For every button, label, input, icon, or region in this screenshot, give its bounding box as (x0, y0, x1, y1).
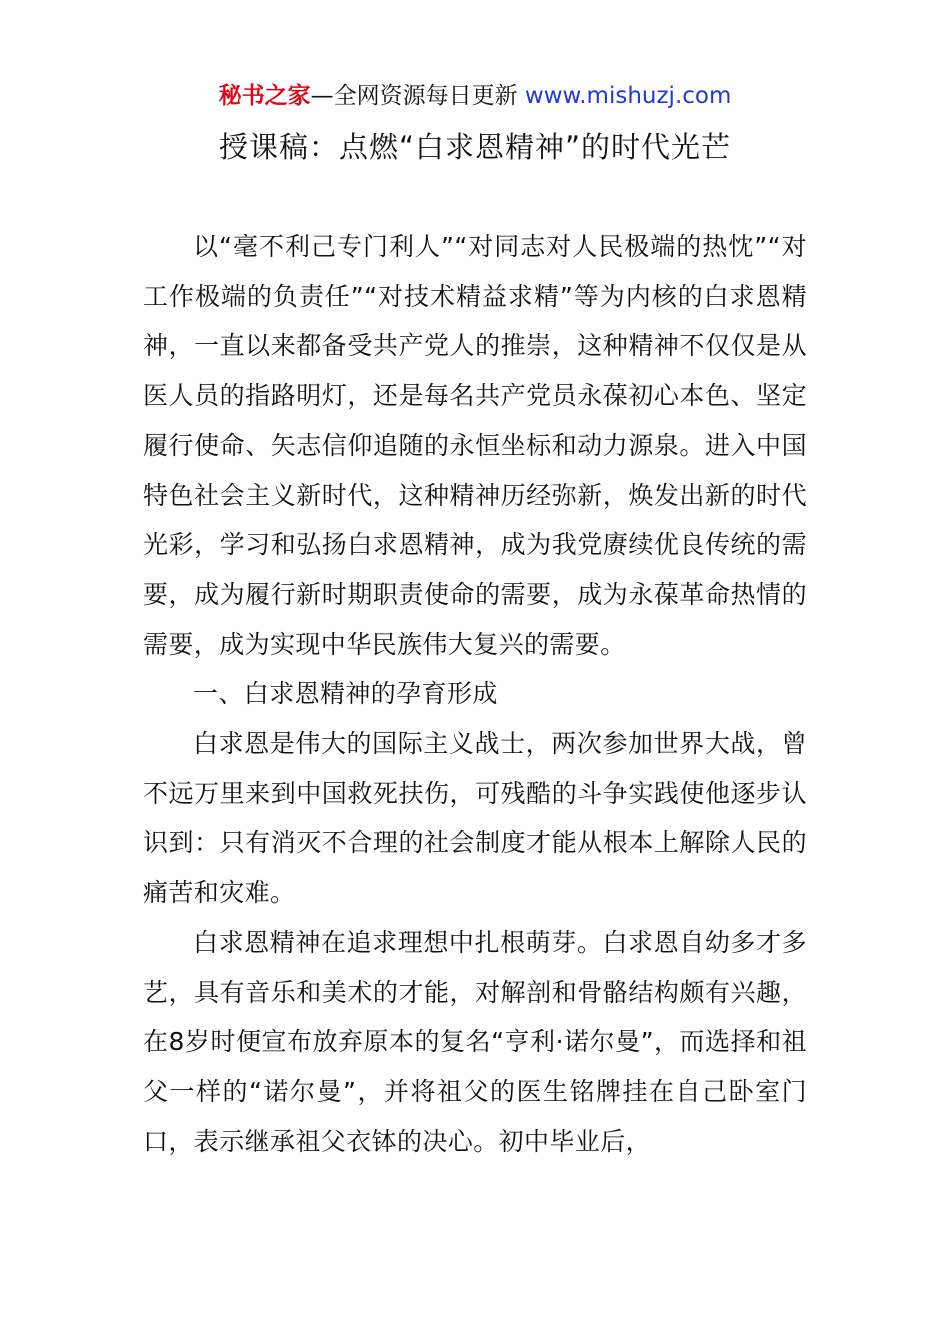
body-paragraph: 白求恩精神在追求理想中扎根萌芽。白求恩自幼多才多艺，具有音乐和美术的才能，对解剖和骨骼结构颇有兴趣，在8岁时便宣布放弃原本的复名“亨利·诺尔曼”，而选择和祖父一样的“诺尔曼”，并将祖父的医生铭牌挂在自己卧室门口，表示继承祖父衣钵的决心。初中毕业后， (143, 927, 807, 1156)
site-url-link[interactable]: www.mishuzj.com (524, 83, 732, 109)
intro-paragraph: 以“毫不利己专门利人”“对同志对人民极端的热忱”“对工作极端的负责任”“对技术精益求精”等为内核的白求恩精神，一直以来都备受共产党人的推崇，这种精神不仅仅是从医人员的指路明灯，还是每名共产党员永葆初心本色、坚定履行使命、矢志信仰追随的永恒坐标和动力源泉。进入中国特色社会主义新时代，这种精神历经弥新，焕发出新的时代光彩，学习和弘扬白求恩精神，成为我党赓续优良传统的需要，成为履行新时期职责使命的需要，成为永葆革命热情的需要，成为实现中华民族伟大复兴的需要。 (143, 232, 807, 659)
body-paragraph: 白求恩是伟大的国际主义战士，两次参加世界大战，曾不远万里来到中国救死扶伤，可残酷的斗争实践使他逐步认识到：只有消灭不合理的社会制度才能从根本上解除人民的痛苦和灾难。 (143, 729, 807, 908)
document-title: 授课稿：点燃“白求恩精神”的时代光芒 (218, 130, 732, 164)
site-header (0, 80, 950, 112)
document-body (143, 222, 807, 1166)
site-tagline: —全网资源每日更新 (310, 83, 518, 109)
section-heading: 一、白求恩精神的孕育形成 (193, 679, 498, 709)
brand-name: 秘书之家 (218, 83, 311, 109)
